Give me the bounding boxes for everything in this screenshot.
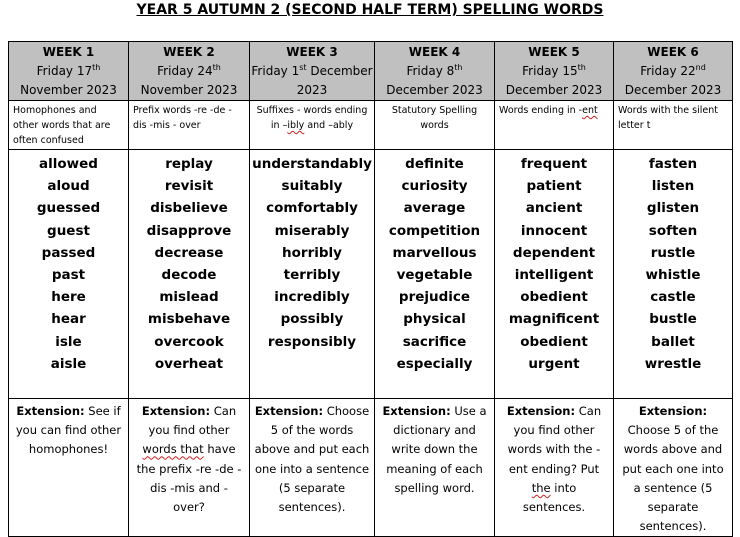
date-line-2: December 2023: [505, 82, 603, 97]
word-list: [250, 153, 374, 353]
spelling-word: horribly: [282, 244, 342, 261]
extension-task: [375, 399, 495, 537]
extension-label: Extension:: [254, 404, 324, 418]
word-list-cell: [129, 150, 250, 399]
week-label: WEEK 3: [286, 44, 338, 59]
spelling-word: miserably: [274, 222, 350, 239]
rule-text-end: and –ably: [304, 120, 354, 131]
words-row: [9, 150, 733, 399]
date-day: Friday 24: [157, 63, 213, 78]
date-line-2: November 2023: [140, 82, 238, 97]
date-line-1: [250, 62, 374, 81]
rule-text: Suffixes - words ending in –: [256, 105, 368, 131]
extension-label: Extension:: [506, 404, 576, 418]
date-day: Friday 22: [640, 63, 696, 78]
spelling-word: glisten: [646, 200, 700, 217]
spelling-word: fasten: [648, 156, 698, 172]
spelling-word: patient: [526, 178, 582, 195]
date-line-1: [495, 62, 613, 81]
spelling-word: obedient: [520, 289, 588, 306]
rule-row: [9, 101, 733, 150]
spelling-word: rustle: [650, 244, 696, 261]
date-ordinal: th: [212, 62, 221, 72]
spelling-rule: [614, 101, 733, 150]
spelling-word: marvellous: [392, 244, 477, 261]
rule-text: Homophones and other words that are often confused: [13, 105, 111, 146]
date-line-2: December 2023: [624, 82, 722, 97]
word-list-cell: [375, 150, 495, 399]
spelling-word: bustle: [649, 311, 697, 328]
rule-text: Statutory Spelling words: [391, 105, 478, 131]
spelling-word: terribly: [283, 267, 341, 284]
extension-row: [9, 399, 733, 537]
week-label: WEEK 2: [163, 44, 215, 59]
extension-text: Can you find other words with the -ent ending? Put: [507, 404, 602, 476]
word-list: [129, 153, 249, 375]
spelling-rule: [9, 101, 129, 150]
extension-task: [129, 399, 250, 537]
week-header-row: [9, 42, 733, 101]
spelling-word: decode: [161, 267, 217, 284]
date-line-2: November 2023: [20, 82, 117, 97]
page-title: YEAR 5 AUTUMN 2 (SECOND HALF TERM) SPELLING WORDS: [136, 2, 604, 18]
date-line-1: [614, 62, 732, 81]
spelling-word: urgent: [528, 355, 580, 372]
spelling-word: sacrifice: [402, 333, 467, 350]
spelling-word: suitably: [281, 178, 343, 195]
extension-text: Choose 5 of the words above and put each one into a sentence (5 separate sentences).: [254, 404, 370, 515]
spelling-word: guessed: [36, 200, 101, 217]
spelling-word: comfortably: [266, 200, 358, 217]
week-header-cell: [614, 42, 733, 101]
spelling-word: innocent: [520, 222, 588, 239]
spelling-word: prejudice: [398, 289, 471, 306]
spelling-word: vegetable: [396, 267, 473, 284]
spelling-word: ballet: [651, 333, 695, 350]
rule-text: Words with the silent letter t: [618, 105, 718, 131]
extension-label: Extension:: [382, 404, 451, 418]
spelling-word: revisit: [164, 178, 214, 195]
spelling-word: disbelieve: [150, 200, 228, 217]
date-line-1: [375, 62, 494, 81]
word-list-cell: [614, 150, 733, 399]
date-ordinal: th: [454, 62, 463, 72]
rule-text: Prefix words -re -de -dis -mis - over: [133, 105, 232, 131]
word-list: [9, 153, 128, 375]
spelling-table: [8, 41, 733, 537]
spelling-word: overheat: [154, 355, 224, 372]
spelling-word: decrease: [154, 244, 224, 261]
week-label: WEEK 6: [647, 44, 699, 59]
spelling-word: isle: [55, 333, 82, 350]
date-day: Friday 8: [406, 63, 455, 78]
rule-text-marked: ibly: [287, 120, 305, 131]
spelling-word: allowed: [39, 156, 98, 172]
week-header-cell: [9, 42, 129, 101]
spelling-word: especially: [396, 355, 473, 372]
spelling-word: wrestle: [644, 355, 702, 372]
spelling-word: whistle: [645, 267, 701, 284]
extension-label: Extension:: [638, 404, 708, 418]
spelling-word: possibly: [280, 311, 344, 328]
spelling-word: dependent: [512, 244, 596, 261]
spelling-word: castle: [650, 289, 696, 306]
spelling-rule: [375, 101, 495, 150]
spelling-word: responsibly: [267, 333, 357, 350]
spelling-rule: [250, 101, 375, 150]
date-ordinal: th: [92, 62, 101, 72]
spelling-word: here: [51, 289, 86, 306]
extension-text: Choose 5 of the words above and put each one into a sentence (5 separate sentences).: [622, 423, 724, 534]
extension-label: Extension:: [141, 404, 211, 418]
week-label: WEEK 1: [42, 44, 95, 59]
extension-text-end: into sentences.: [522, 480, 586, 515]
spelling-word: competition: [388, 222, 481, 239]
week-label: WEEK 4: [408, 44, 461, 59]
date-day: Friday 17: [36, 63, 93, 78]
spelling-word: frequent: [520, 156, 588, 172]
extension-label: Extension:: [16, 404, 85, 418]
spelling-word: aloud: [47, 178, 90, 195]
date-rest: December: [306, 63, 373, 78]
rule-text-marked: ent: [582, 105, 598, 116]
extension-task: [495, 399, 614, 537]
spelling-word: physical: [403, 311, 466, 328]
spelling-rule: [129, 101, 250, 150]
date-line-2: December 2023: [386, 82, 483, 97]
spelling-word: ancient: [525, 200, 583, 217]
spelling-word: hear: [51, 311, 86, 328]
date-ordinal: th: [577, 62, 586, 72]
word-list-cell: [9, 150, 129, 399]
spelling-word: magnificent: [508, 311, 600, 328]
extension-task: [250, 399, 375, 537]
date-day: Friday 15: [522, 63, 578, 78]
spelling-word: passed: [41, 244, 96, 261]
spelling-word: obedient: [520, 333, 588, 350]
spelling-word: listen: [651, 178, 695, 195]
word-list: [614, 153, 732, 375]
word-list: [495, 153, 613, 375]
spelling-word: replay: [165, 156, 213, 172]
date-line-1: [9, 62, 128, 81]
word-list-cell: [250, 150, 375, 399]
spelling-word: understandably: [252, 156, 372, 172]
spelling-word: definite: [405, 156, 464, 172]
week-header-cell: [495, 42, 614, 101]
extension-text-end: have the prefix -re -de -dis -mis and - over?: [136, 442, 242, 515]
extension-text: Use a dictionary and write down the meaning of each spelling word.: [386, 404, 487, 495]
spelling-rule: [495, 101, 614, 150]
week-label: WEEK 5: [528, 44, 580, 59]
extension-text: Can you find other: [148, 404, 237, 438]
spelling-word: past: [51, 267, 86, 284]
word-list: [375, 153, 494, 375]
date-ordinal: nd: [695, 62, 706, 72]
spelling-word: incredibly: [274, 289, 350, 306]
extension-task: [9, 399, 129, 537]
date-line-2: 2023: [296, 82, 328, 97]
extension-task: [614, 399, 733, 537]
extension-text-marked: the: [531, 480, 551, 495]
spelling-word: intelligent: [514, 267, 594, 284]
word-list-cell: [495, 150, 614, 399]
spelling-word: aisle: [50, 355, 87, 372]
spelling-word: guest: [47, 222, 90, 239]
spelling-word: disapprove: [146, 222, 232, 239]
week-header-cell: [129, 42, 250, 101]
spelling-word: mislead: [159, 289, 219, 306]
date-line-1: [129, 62, 249, 81]
extension-text: See if you can find other homophones!: [15, 404, 122, 457]
date-ordinal: st: [299, 62, 307, 72]
extension-text-marked: words that: [142, 442, 204, 457]
week-header-cell: [250, 42, 375, 101]
rule-text: Words ending in -: [499, 105, 583, 116]
date-day: Friday 1: [251, 63, 300, 78]
week-header-cell: [375, 42, 495, 101]
spelling-word: misbehave: [147, 311, 231, 328]
spelling-word: curiosity: [401, 178, 468, 195]
spelling-word: soften: [648, 222, 698, 239]
spelling-word: average: [403, 200, 466, 217]
spelling-word: overcook: [154, 333, 224, 350]
